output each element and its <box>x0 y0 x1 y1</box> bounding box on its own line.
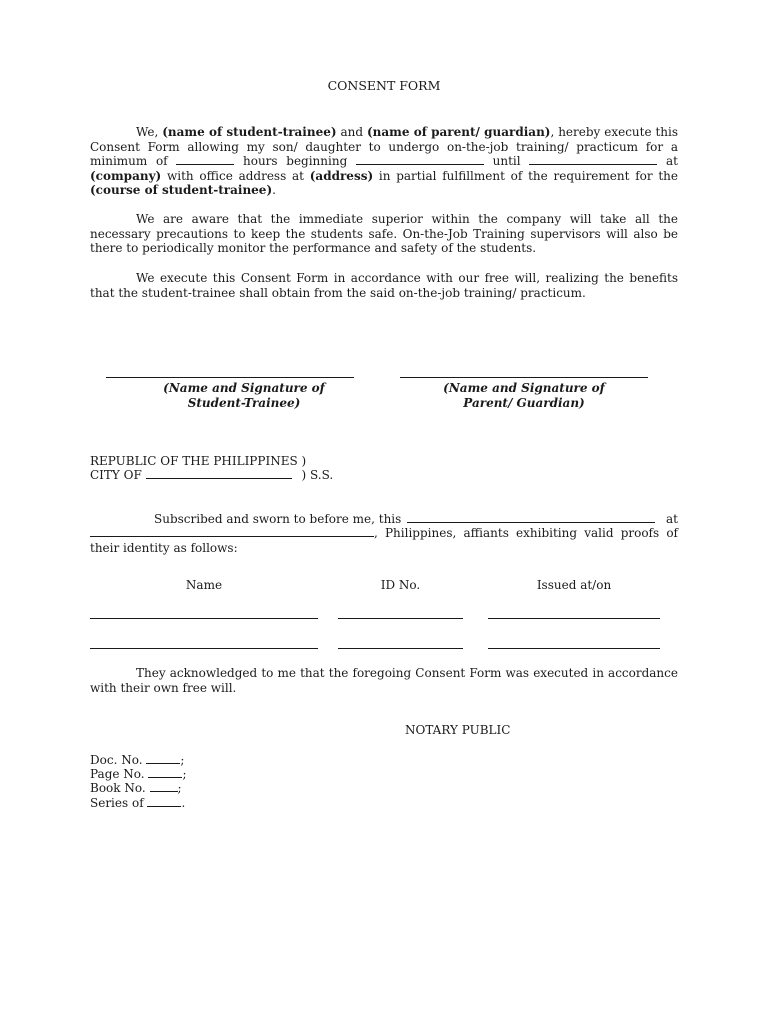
page-no-line: Page No. ; <box>90 767 187 781</box>
book-no-line: Book No. ; <box>90 781 182 795</box>
consent-paragraph: We, (name of student-trainee) and (name of parent/ guardian), hereby execute this Consent Form allowing my son/ daughter to undergo on-the-job training/ practicum for a minimum of hours beginning until at (company) with office address at (address) in partial fulfillment of the requirement for the (course of student-trainee). <box>90 125 679 197</box>
jurat-first-line: Subscribed and sworn to before me, this at <box>154 512 678 526</box>
guardian-name-placeholder: (name of parent/ guardian) <box>366 125 551 139</box>
free-will-paragraph: We execute this Consent Form in accordance with our free will, realizing the benefits that the student-trainee shall obtain from the said on-the-job training/ practicum. <box>90 271 678 300</box>
student-signature-label: (Name and Signature of Student-Trainee) <box>163 381 325 410</box>
doc-no-line: Doc. No. ; <box>90 753 185 767</box>
start-date-blank <box>356 154 484 165</box>
awareness-paragraph: We are aware that the immediate superior within the company will take all the necessary precautions to keep the students safe. On-the-Job Training supervisors will also be there to periodically monitor the performance and safety of the students. <box>90 212 678 255</box>
end-date-blank <box>529 154 657 165</box>
address-placeholder: (address) <box>309 168 374 183</box>
doc-no-blank <box>146 753 180 764</box>
series-of-line: Series of . <box>90 796 186 810</box>
table-row-2-name-line <box>90 648 318 649</box>
page-no-blank <box>148 767 182 778</box>
jurat-second-line: , Philippines, affiants exhibiting valid proofs of their identity as follows: <box>90 526 678 555</box>
notary-public-label: NOTARY PUBLIC <box>405 723 511 737</box>
column-header-issued: Issued at/on <box>536 578 612 592</box>
place-sworn-blank <box>90 526 374 537</box>
venue-city: CITY OF ) S.S. <box>90 468 334 482</box>
venue-republic: REPUBLIC OF THE PHILIPPINES ) <box>90 454 307 468</box>
table-row-1-id-line <box>338 618 463 619</box>
student-name-placeholder: (name of student-trainee) <box>162 125 337 139</box>
table-row-1-name-line <box>90 618 318 619</box>
hours-blank <box>176 154 234 165</box>
table-row-1-issued-line <box>488 618 660 619</box>
table-row-2-id-line <box>338 648 463 649</box>
course-placeholder: (course of student-trainee) <box>90 183 273 197</box>
book-no-blank <box>150 781 178 792</box>
form-title: CONSENT FORM <box>327 78 441 93</box>
student-signature-line <box>106 377 354 378</box>
city-blank <box>146 468 292 479</box>
guardian-signature-label: (Name and Signature of Parent/ Guardian) <box>443 381 605 410</box>
table-row-2-issued-line <box>488 648 660 649</box>
company-placeholder: (company) <box>90 168 162 183</box>
guardian-signature-line <box>400 377 648 378</box>
column-header-id-no: ID No. <box>380 578 421 592</box>
column-header-name: Name <box>185 578 223 592</box>
acknowledgment-paragraph: They acknowledged to me that the foregoing Consent Form was executed in accordance with their own free will. <box>90 666 678 695</box>
date-sworn-blank <box>407 512 655 523</box>
series-blank <box>147 796 181 807</box>
